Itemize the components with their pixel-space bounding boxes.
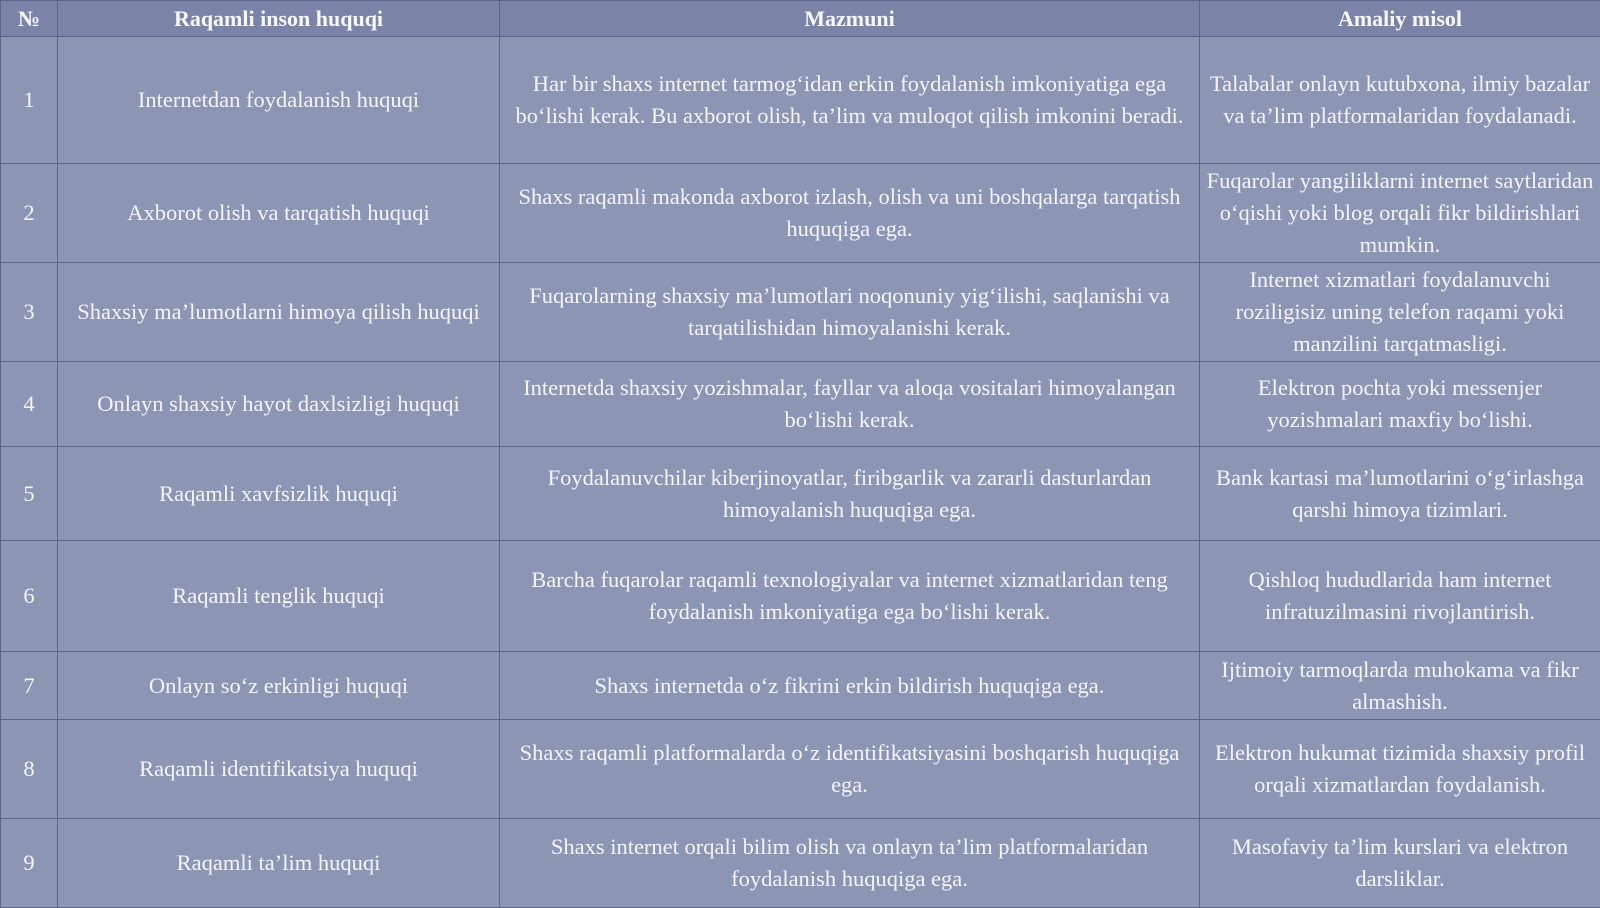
row-number: 8 xyxy=(1,720,58,819)
right-name: Internetdan foydalanish huquqi xyxy=(58,37,500,164)
practical-example: Bank kartasi ma’lumotlarini o‘g‘irlashga qarshi himoya tizimlari. xyxy=(1200,447,1600,541)
right-content: Shaxs internetda o‘z fikrini erkin bildirish huquqiga ega. xyxy=(500,652,1200,720)
right-name: Onlayn so‘z erkinligi huquqi xyxy=(58,652,500,720)
row-number: 1 xyxy=(1,37,58,164)
table-row xyxy=(1,37,1600,164)
right-content: Barcha fuqarolar raqamli texnologiyalar va internet xizmatlaridan teng foydalanish imkoniyatiga ega bo‘lishi kerak. xyxy=(500,541,1200,652)
practical-example: Masofaviy ta’lim kurslari va elektron darsliklar. xyxy=(1200,819,1600,908)
right-name: Raqamli tenglik huquqi xyxy=(58,541,500,652)
right-name: Raqamli ta’lim huquqi xyxy=(58,819,500,908)
table-row xyxy=(1,819,1600,908)
right-content: Internetda shaxsiy yozishmalar, fayllar va aloqa vositalari himoyalangan bo‘lishi kerak. xyxy=(500,362,1200,447)
right-name: Onlayn shaxsiy hayot daxlsizligi huquqi xyxy=(58,362,500,447)
practical-example: Ijtimoiy tarmoqlarda muhokama va fikr almashish. xyxy=(1200,652,1600,720)
table-row xyxy=(1,164,1600,263)
right-content: Har bir shaxs internet tarmog‘idan erkin foydalanish imkoniyatiga ega bo‘lishi kerak. Bu axborot olish, ta’lim va muloqot qilish imkonini beradi. xyxy=(500,37,1200,164)
table-header-row xyxy=(1,1,1600,37)
table-row xyxy=(1,263,1600,362)
row-number: 7 xyxy=(1,652,58,720)
row-number: 9 xyxy=(1,819,58,908)
row-number: 3 xyxy=(1,263,58,362)
table-row xyxy=(1,720,1600,819)
right-name: Raqamli xavfsizlik huquqi xyxy=(58,447,500,541)
right-content: Foydalanuvchilar kiberjinoyatlar, firibgarlik va zararli dasturlardan himoyalanish huquqiga ega. xyxy=(500,447,1200,541)
header-number: № xyxy=(1,1,58,37)
row-number: 5 xyxy=(1,447,58,541)
header-example: Amaliy misol xyxy=(1200,1,1600,37)
row-number: 6 xyxy=(1,541,58,652)
table-row xyxy=(1,362,1600,447)
right-content: Shaxs raqamli makonda axborot izlash, olish va uni boshqalarga tarqatish huquqiga ega. xyxy=(500,164,1200,263)
table-row xyxy=(1,652,1600,720)
right-content: Shaxs internet orqali bilim olish va onlayn ta’lim platformalaridan foydalanish huquqiga ega. xyxy=(500,819,1200,908)
table-row xyxy=(1,541,1600,652)
header-right: Raqamli inson huquqi xyxy=(58,1,500,37)
right-name: Shaxsiy ma’lumotlarni himoya qilish huquqi xyxy=(58,263,500,362)
practical-example: Elektron hukumat tizimida shaxsiy profil orqali xizmatlardan foydalanish. xyxy=(1200,720,1600,819)
row-number: 2 xyxy=(1,164,58,263)
practical-example: Talabalar onlayn kutubxona, ilmiy bazalar va ta’lim platformalaridan foydalanadi. xyxy=(1200,37,1600,164)
row-number: 4 xyxy=(1,362,58,447)
right-name: Raqamli identifikatsiya huquqi xyxy=(58,720,500,819)
practical-example: Fuqarolar yangiliklarni internet saytlaridan o‘qishi yoki blog orqali fikr bildirishlari mumkin. xyxy=(1200,164,1600,263)
right-content: Fuqarolarning shaxsiy ma’lumotlari noqonuniy yig‘ilishi, saqlanishi va tarqatilishidan himoyalanishi kerak. xyxy=(500,263,1200,362)
practical-example: Internet xizmatlari foydalanuvchi roziligisiz uning telefon raqami yoki manzilini tarqatmasligi. xyxy=(1200,263,1600,362)
practical-example: Elektron pochta yoki messenjer yozishmalari maxfiy bo‘lishi. xyxy=(1200,362,1600,447)
right-name: Axborot olish va tarqatish huquqi xyxy=(58,164,500,263)
header-content: Mazmuni xyxy=(500,1,1200,37)
practical-example: Qishloq hududlarida ham internet infratuzilmasini rivojlantirish. xyxy=(1200,541,1600,652)
table-row xyxy=(1,447,1600,541)
right-content: Shaxs raqamli platformalarda o‘z identifikatsiyasini boshqarish huquqiga ega. xyxy=(500,720,1200,819)
